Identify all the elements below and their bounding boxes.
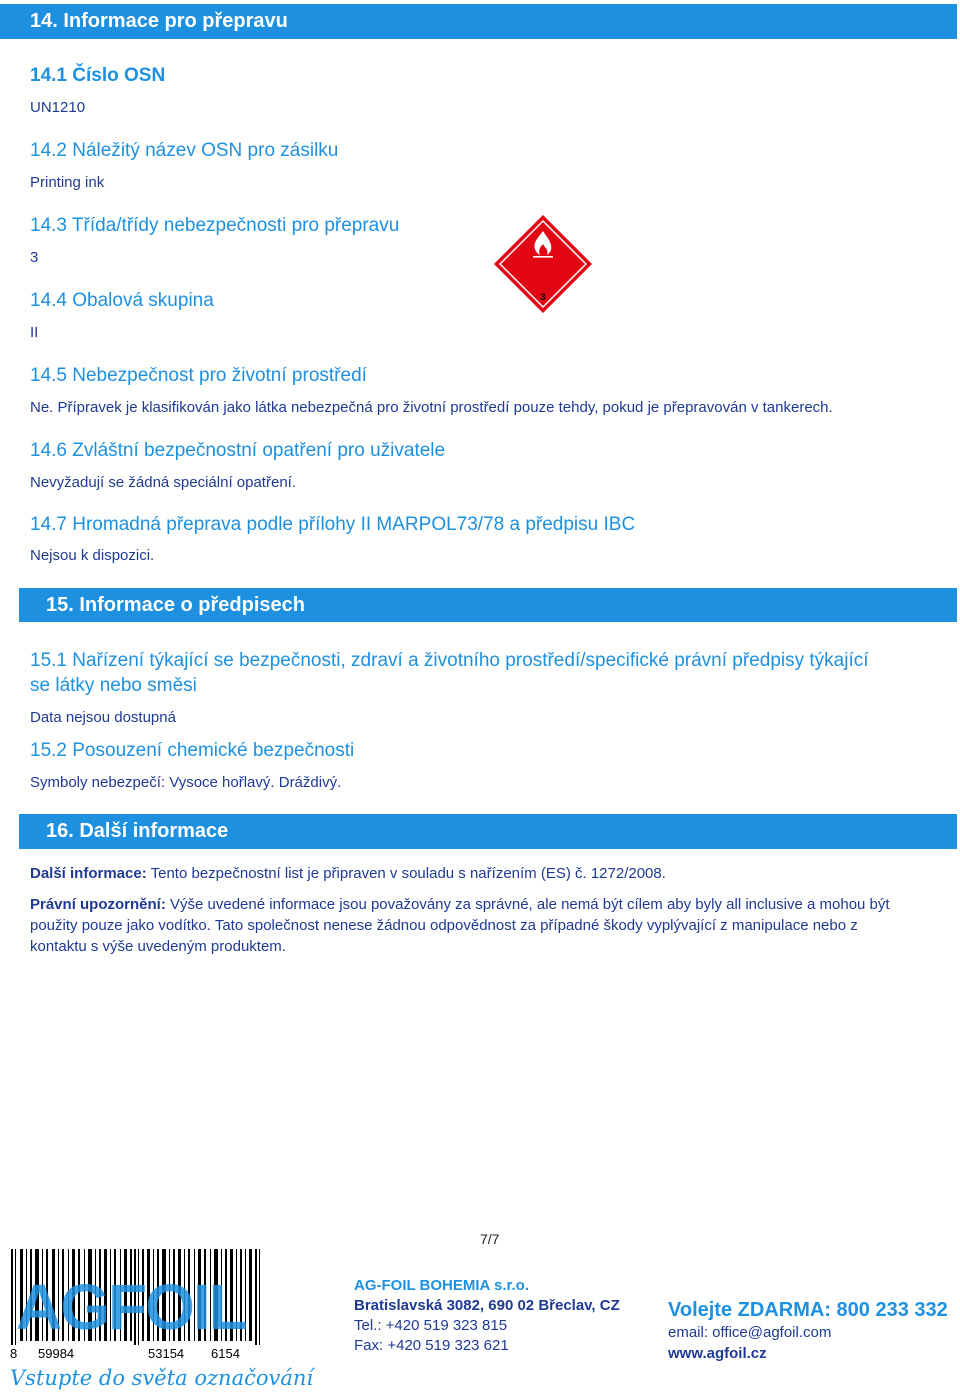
barcode-digit-3: 53154	[148, 1346, 185, 1361]
logo-wordmark: AGFOIL	[16, 1271, 246, 1343]
barcode-digit-4: 6154	[211, 1346, 240, 1361]
section-16-title: 16. Další informace	[46, 820, 229, 842]
company-address: Bratislavská 3082, 690 02 Břeclav, CZ	[354, 1297, 620, 1314]
value-packing-group: II	[30, 324, 39, 341]
label-further-info: Další informace:	[30, 865, 147, 882]
section-15-header	[19, 588, 957, 622]
barcode-digit-2: 59984	[38, 1346, 75, 1361]
company-name: AG-FOIL BOHEMIA s.r.o.	[354, 1277, 530, 1294]
paragraph-further-info	[30, 865, 666, 882]
value-bulk-transport: Nejsou k dispozici.	[30, 547, 155, 564]
flammable-hazard-icon	[493, 214, 593, 314]
value-special-precautions: Nevyžadují se žádná speciální opatření.	[30, 474, 296, 491]
heading-14-3: 14.3 Třída/třídy nebezpečnosti pro přepravu	[30, 215, 400, 236]
text-further-info: Tento bezpečnostní list je připraven v souladu s nařízením (ES) č. 1272/2008.	[146, 865, 666, 882]
value-hazard-class: 3	[30, 249, 39, 266]
company-tel: Tel.: +420 519 323 815	[354, 1317, 508, 1334]
heading-14-2: 14.2 Náležitý název OSN pro zásilku	[30, 140, 339, 161]
value-environmental-hazard: Ne. Přípravek je klasifikován jako látka nebezpečná pro životní prostředí pouze tehdy, pokud je přepravován v tankerech.	[30, 399, 833, 416]
agfoil-logo	[8, 1247, 314, 1392]
value-shipping-name: Printing ink	[30, 174, 105, 191]
free-call-line: Volejte ZDARMA: 800 233 332	[668, 1299, 948, 1321]
page-number: 7/7	[480, 1231, 500, 1247]
heading-14-7: 14.7 Hromadná přeprava podle přílohy II MARPOL73/78 a předpisu IBC	[30, 514, 636, 535]
value-hazard-symbols: Symboly nebezpečí: Vysoce hořlavý. Dráždivý.	[30, 774, 342, 791]
section-15-title: 15. Informace o předpisech	[46, 593, 305, 616]
heading-14-5: 14.5 Nebezpečnost pro životní prostředí	[30, 365, 367, 386]
label-disclaimer: Právní upozornění:	[30, 896, 166, 913]
company-block	[354, 1276, 620, 1356]
section-14-title: 14. Informace pro přepravu	[30, 10, 288, 32]
paragraph-disclaimer-line3: kontaktu s výše uvedeným produktem.	[30, 938, 286, 955]
paragraph-disclaimer-line2: použity pouze jako vodítko. Tato společnost nenese žádnou odpovědnost za případné škody vyplývající z manipulace nebo z	[30, 917, 858, 934]
heading-14-1: 14.1 Číslo OSN	[30, 65, 166, 86]
text-disclaimer-1: Výše uvedené informace jsou považovány za správné, ale nemá být cílem aby byly all inclusive a mohou být	[165, 896, 890, 913]
value-un-number: UN1210	[30, 99, 86, 116]
hazard-class-number: 3	[540, 292, 546, 302]
section-16-header	[19, 814, 957, 849]
contact-block	[668, 1298, 948, 1364]
contact-email[interactable]: email: office@agfoil.com	[668, 1324, 832, 1341]
company-fax: Fax: +420 519 323 621	[354, 1337, 509, 1354]
logo-slogan: Vstupte do světa označování	[10, 1366, 314, 1390]
heading-14-4: 14.4 Obalová skupina	[30, 290, 214, 311]
section-14-header	[0, 4, 957, 39]
heading-15-1-line2: se látky nebo směsi	[30, 675, 197, 696]
contact-web[interactable]: www.agfoil.cz	[668, 1345, 767, 1362]
heading-15-2: 15.2 Posouzení chemické bezpečnosti	[30, 740, 355, 761]
heading-14-6: 14.6 Zvláštní bezpečnostní opatření pro uživatele	[30, 440, 446, 461]
value-regulations: Data nejsou dostupná	[30, 709, 176, 726]
barcode-digit-1: 8	[10, 1346, 18, 1361]
paragraph-disclaimer-line1	[30, 896, 890, 913]
heading-15-1-line1: 15.1 Nařízení týkající se bezpečnosti, zdraví a životního prostředí/specifické právní předpisy týkající	[30, 650, 869, 671]
